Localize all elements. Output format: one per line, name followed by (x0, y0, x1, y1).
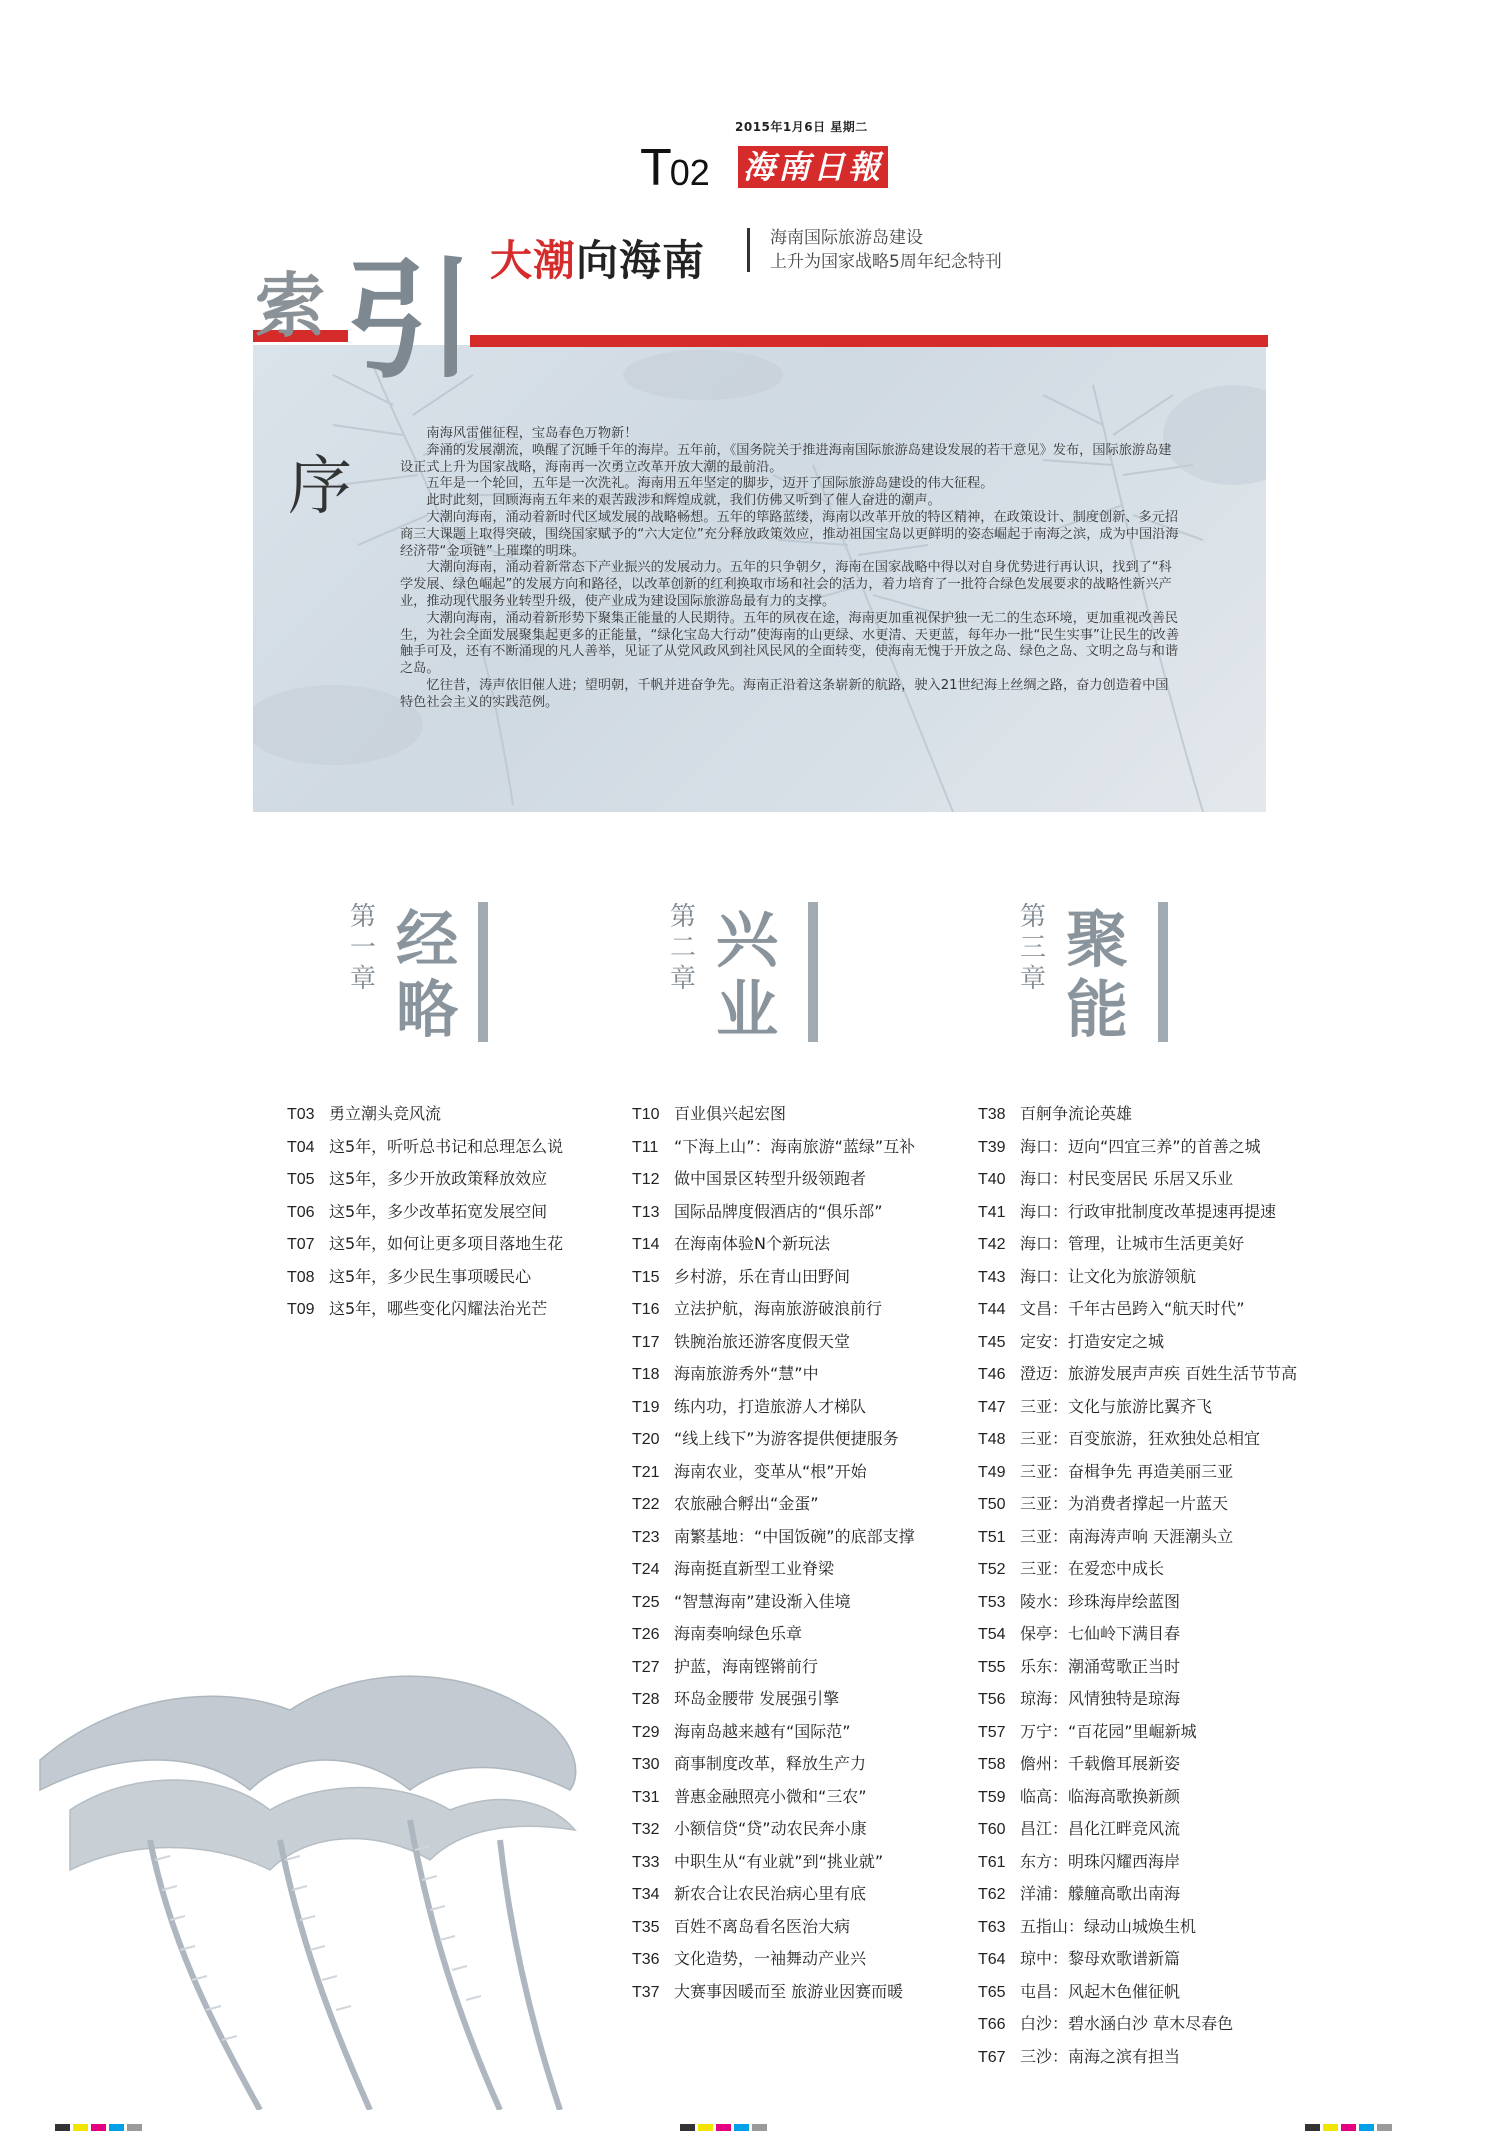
index-article-title: 海南农业，变革从“根”开始 (674, 1461, 867, 1481)
color-registration-bar-center (680, 2124, 767, 2131)
index-page-code: T67 (978, 2048, 1006, 2066)
index-article-title: 三沙：南海之滨有担当 (1020, 2046, 1181, 2066)
index-article-title: 国际品牌度假酒店的“俱乐部” (674, 1201, 883, 1221)
index-article-title: 三亚：奋楫争先 再造美丽三亚 (1020, 1461, 1234, 1481)
index-page-code: T15 (632, 1268, 660, 1286)
chapter-label-char: 第 (669, 902, 696, 932)
index-page-code: T63 (978, 1918, 1006, 1936)
chapter-2-label (668, 902, 698, 995)
index-article-title: 海口：迈向“四宜三养”的首善之城 (1020, 1136, 1261, 1156)
index-article-title: 勇立潮头竞风流 (329, 1104, 442, 1123)
index-entry (978, 1716, 1297, 1749)
index-article-title: 海口：村民变居民 乐居又乐业 (1020, 1169, 1234, 1188)
index-entry (632, 1423, 915, 1456)
index-page-code: T31 (632, 1788, 660, 1806)
reg-swatch (752, 2124, 767, 2131)
preface-paragraph: 忆往昔，涛声依旧催人进；望明朝，千帆并进奋争先。海南正沿着这条崭新的航路，驶入21世纪海上丝绸之路，奋力创造着中国特色社会主义的实践范例。 (400, 677, 1169, 710)
index-page-code: T12 (632, 1171, 660, 1188)
index-page-code: T52 (978, 1561, 1006, 1578)
index-page-code: T20 (632, 1431, 660, 1448)
index-page-code: T37 (632, 1983, 660, 2001)
index-page-code: T34 (632, 1886, 660, 1903)
index-page-code: T66 (978, 2016, 1006, 2033)
index-page-code: T53 (978, 1593, 1006, 1611)
index-article-title: 新农合让农民治病心里有底 (674, 1884, 867, 1903)
index-entry (287, 1131, 563, 1164)
index-entry (978, 1521, 1297, 1554)
index-page-code: T61 (978, 1853, 1006, 1871)
index-entry (632, 1163, 915, 1196)
index-entry (978, 1943, 1297, 1976)
reg-swatch (1377, 2124, 1392, 2131)
index-entry (978, 1846, 1297, 1879)
chapter-1-label (348, 902, 378, 995)
preface-paragraph: 南海风雷催征程，宝岛春色万物新！ (426, 426, 638, 441)
section-title-yin: 引 (345, 243, 476, 396)
index-entry (978, 1228, 1297, 1261)
index-page-code: T64 (978, 1951, 1006, 1968)
index-page-code: T16 (632, 1301, 660, 1318)
index-page-code: T19 (632, 1398, 660, 1416)
index-article-title: 临高：临海高歌换新颜 (1020, 1786, 1181, 1806)
index-page-code: T07 (287, 1236, 315, 1253)
reg-swatch (698, 2124, 713, 2131)
index-article-title: 这5年，多少开放政策释放效应 (329, 1169, 548, 1188)
index-article-title: 洋浦：艨艟高歌出南海 (1020, 1884, 1181, 1903)
index-entry (978, 1098, 1297, 1131)
index-article-title: 在海南体验N个新玩法 (674, 1234, 830, 1253)
index-page-code: T06 (287, 1203, 315, 1221)
preface-paragraph: 奔涌的发展潮流，唤醒了沉睡千年的海岸。五年前，《国务院关于推进海南国际旅游岛建设发展的若干意见》发布，国际旅游岛建设正式上升为国家战略，海南再一次勇立改革开放大潮的最前沿。 (400, 442, 1172, 475)
index-entry (632, 1456, 915, 1489)
index-page-code: T39 (978, 1138, 1006, 1156)
index-page-code: T29 (632, 1723, 660, 1741)
index-page-code: T21 (632, 1463, 660, 1481)
index-entry (632, 1521, 915, 1554)
index-entry (978, 1326, 1297, 1359)
index-entry (978, 1163, 1297, 1196)
index-page-code: T30 (632, 1756, 660, 1773)
index-entry (632, 1911, 915, 1944)
index-article-title: “线上线下”为游客提供便捷服务 (674, 1429, 899, 1448)
index-page-code: T65 (978, 1983, 1006, 2001)
index-page-code: T56 (978, 1691, 1006, 1708)
reg-swatch (680, 2124, 695, 2131)
index-article-title: 屯昌：风起木色催征帆 (1020, 1981, 1181, 2001)
preface-paragraph: 大潮向海南，涌动着新常态下产业振兴的发展动力。五年的只争朝夕，海南在国家战略中得以对自身优势进行再认识，找到了“科学发展、绿色崛起”的发展方向和路径，以改革创新的红利换取市场和社会的活力，着力培育了一批符合绿色发展要求的战略性新兴产业，推动现代服务业转型升级，使产业成为建设国际旅游岛最有力的支撑。 (400, 560, 1172, 609)
index-entry (287, 1261, 563, 1294)
index-entry (632, 1228, 915, 1261)
index-entry (978, 1553, 1297, 1586)
chapter-label-char: 第 (349, 902, 376, 932)
index-article-title: 这5年，哪些变化闪耀法治光芒 (329, 1299, 548, 1318)
chapter-label-char: 第 (1019, 902, 1046, 932)
index-article-title: 百舸争流论英雄 (1020, 1104, 1133, 1123)
index-entry (632, 1326, 915, 1359)
index-article-title: 陵水：珍珠海岸绘蓝图 (1020, 1591, 1181, 1611)
index-page-code: T38 (978, 1106, 1006, 1123)
index-article-title: 三亚：百变旅游，狂欢独处总相宜 (1020, 1429, 1261, 1448)
index-page-code: T25 (632, 1593, 660, 1611)
index-entry (632, 1813, 915, 1846)
index-entry (632, 1781, 915, 1814)
chapter-label-char: 章 (669, 964, 696, 994)
index-entry (978, 1391, 1297, 1424)
section-title-suo: 索 (255, 264, 325, 347)
red-accent-bar-right (470, 335, 1268, 347)
index-list-chapter-1 (287, 1098, 563, 1326)
index-article-title: 立法护航，海南旅游破浪前行 (674, 1299, 883, 1318)
index-entry (632, 1716, 915, 1749)
index-entry (632, 1553, 915, 1586)
subtitle-line-1: 海南国际旅游岛建设 (770, 228, 923, 248)
index-entry (978, 1911, 1297, 1944)
title-divider (747, 228, 750, 272)
index-article-title: 定安：打造安定之城 (1020, 1331, 1165, 1351)
index-article-title: 海南岛越来越有“国际范” (674, 1721, 851, 1741)
index-entry (632, 1358, 915, 1391)
chapter-label-char: 二 (669, 933, 696, 963)
index-article-title: 三亚：在爱恋中成长 (1020, 1559, 1165, 1578)
index-article-title: 万宁：“百花园”里崛新城 (1020, 1721, 1197, 1741)
preface-paragraph: 五年是一个轮回，五年是一次洗礼。海南用五年坚定的脚步，迈开了国际旅游岛建设的伟大征程。 (426, 476, 994, 492)
index-entry (287, 1163, 563, 1196)
index-page-code: T08 (287, 1268, 315, 1286)
index-page-code: T45 (978, 1333, 1006, 1351)
index-page-code: T09 (287, 1301, 315, 1318)
index-article-title: 东方：明珠闪耀西海岸 (1020, 1851, 1181, 1871)
index-page-code: T55 (978, 1658, 1006, 1676)
reg-swatch (734, 2124, 749, 2131)
special-issue-subtitle (770, 226, 1002, 274)
index-page-code: T27 (632, 1658, 660, 1676)
chapter-3-title (1062, 905, 1132, 1045)
reg-swatch (1323, 2124, 1338, 2131)
preface-paragraph: 大潮向海南，涌动着新时代区域发展的战略畅想。五年的筚路蓝缕，海南以改革开放的特区精神，在政策设计、制度创新、多元招商三大课题上取得突破，围绕国家赋予的“六大定位”充分释放政策效应，推动祖国宝岛以更鲜明的姿态崛起于南海之滨，成为中国沿海经济带“金项链”上璀璨的明珠。 (400, 509, 1179, 559)
subtitle-line-2: 上升为国家战略5周年纪念特刊 (770, 252, 1002, 272)
index-list-chapter-2 (632, 1098, 915, 2008)
index-page-code: T51 (978, 1528, 1006, 1546)
index-entry (632, 1293, 915, 1326)
index-page-code: T18 (632, 1366, 660, 1383)
index-entry (632, 1683, 915, 1716)
reg-swatch (127, 2124, 142, 2131)
chapter-2-title (712, 905, 782, 1045)
page-code: T (640, 139, 670, 197)
index-page-code: T48 (978, 1431, 1006, 1448)
newspaper-masthead-logo: 海南日報 (738, 146, 888, 188)
index-page-code: T26 (632, 1626, 660, 1643)
index-entry (632, 1976, 915, 2009)
index-article-title: 小额信贷“贷”动农民奔小康 (674, 1819, 867, 1838)
index-page-code: T24 (632, 1561, 660, 1578)
index-article-title: 农旅融合孵出“金蛋” (674, 1494, 819, 1513)
reg-swatch (55, 2124, 70, 2131)
reg-swatch (1359, 2124, 1374, 2131)
index-page-code: T59 (978, 1788, 1006, 1806)
index-entry (978, 1781, 1297, 1814)
index-page-code: T54 (978, 1626, 1006, 1643)
index-page-code: T42 (978, 1236, 1006, 1253)
chapter-label-char: 章 (1019, 964, 1046, 994)
index-page-code: T46 (978, 1366, 1006, 1383)
index-article-title: 商事制度改革，释放生产力 (674, 1754, 867, 1773)
index-page-code: T32 (632, 1821, 660, 1838)
index-entry (632, 1261, 915, 1294)
index-entry (978, 1878, 1297, 1911)
index-entry (632, 1131, 915, 1164)
index-page-code: T23 (632, 1528, 660, 1546)
index-entry (978, 1261, 1297, 1294)
index-article-title: 这5年，听听总书记和总理怎么说 (329, 1136, 564, 1156)
index-article-title: 这5年，多少改革拓宽发展空间 (329, 1201, 548, 1221)
index-entry (632, 1618, 915, 1651)
index-page-code: T11 (632, 1138, 659, 1156)
preface-heading: 序 (288, 450, 352, 524)
index-entry (632, 1748, 915, 1781)
index-entry (978, 1748, 1297, 1781)
index-article-title: 海南奏响绿色乐章 (674, 1624, 803, 1643)
index-entry (978, 1423, 1297, 1456)
page-num: 02 (669, 152, 710, 193)
index-article-title: 海南挺直新型工业脊梁 (674, 1559, 835, 1578)
index-entry (978, 2008, 1297, 2041)
index-article-title: 五指山：绿动山城焕生机 (1020, 1916, 1197, 1936)
index-entry (978, 1456, 1297, 1489)
chapter-title-char: 略 (395, 973, 458, 1046)
index-page-code: T40 (978, 1171, 1006, 1188)
index-page-code: T57 (978, 1723, 1006, 1741)
index-article-title: 练内功，打造旅游人才梯队 (674, 1396, 867, 1416)
index-article-title: 三亚：为消费者撑起一片蓝天 (1020, 1494, 1229, 1513)
index-article-title: 保亭：七仙岭下满目春 (1020, 1624, 1181, 1643)
index-article-title: 南繁基地：“中国饭碗”的底部支撑 (674, 1526, 915, 1546)
chapter-2-bar (808, 902, 818, 1042)
index-article-title: 海南旅游秀外“慧”中 (674, 1364, 819, 1383)
index-entry (978, 1813, 1297, 1846)
index-article-title: 普惠金融照亮小微和“三农” (674, 1786, 867, 1806)
index-article-title: 三亚：南海涛声响 天涯潮头立 (1020, 1526, 1234, 1546)
index-entry (632, 1391, 915, 1424)
index-page-code: T43 (978, 1268, 1006, 1286)
index-entry (287, 1098, 563, 1131)
title-red-part: 大潮 (490, 236, 577, 285)
index-article-title: 环岛金腰带 发展强引擎 (674, 1689, 840, 1708)
index-entry (978, 1358, 1297, 1391)
chapter-label-char: 章 (349, 964, 376, 994)
index-entry (978, 1651, 1297, 1684)
index-entry (632, 1878, 915, 1911)
index-article-title: 文昌：千年古邑跨入“航天时代” (1020, 1299, 1245, 1318)
preface-paragraph: 此时此刻，回顾海南五年来的艰苦跋涉和辉煌成就，我们仿佛又听到了催人奋进的潮声。 (426, 493, 941, 509)
index-entry (632, 1098, 915, 1131)
title-rest-part: 向海南 (576, 236, 706, 285)
issue-date: 2015年1月6日 星期二 (735, 120, 868, 134)
index-list-chapter-3 (978, 1098, 1297, 2073)
reg-swatch (716, 2124, 731, 2131)
chapter-title-char: 经 (395, 903, 458, 976)
index-article-title: 百姓不离岛看名医治大病 (674, 1916, 851, 1936)
index-entry (287, 1228, 563, 1261)
index-page-code: T14 (632, 1236, 660, 1253)
index-article-title: 琼中：黎母欢歌谱新篇 (1020, 1949, 1181, 1968)
index-article-title: 中职生从“有业就”到“挑业就” (674, 1851, 884, 1871)
index-entry (632, 1943, 915, 1976)
index-entry (978, 1976, 1297, 2009)
reg-swatch (1341, 2124, 1356, 2131)
index-article-title: 乡村游，乐在青山田野间 (674, 1266, 851, 1286)
index-entry (978, 1488, 1297, 1521)
chapter-title-char: 聚 (1065, 903, 1128, 976)
index-article-title: 三亚：文化与旅游比翼齐飞 (1020, 1396, 1213, 1416)
index-article-title: 海口：行政审批制度改革提速再提速 (1020, 1201, 1277, 1221)
index-article-title: “下海上山”：海南旅游“蓝绿”互补 (674, 1136, 916, 1156)
preface-paragraph: 大潮向海南，涌动着新形势下聚集正能量的人民期待。五年的夙夜在途，海南更加重视保护独一无二的生态环境，更加重视改善民生，为社会全面发展聚集起更多的正能量，“绿化宝岛大行动”使海南的山更绿、水更清、天更蓝，每年办一批“民生实事”让民生的改善触手可及，还有不断涌现的凡人善举，见证了从党风政风到社风民风的全面转变，使海南无愧于开放之岛、绿色之岛、文明之岛与和谐之岛。 (400, 610, 1180, 677)
index-page-code: T44 (978, 1301, 1006, 1318)
chapter-3-bar (1158, 902, 1168, 1042)
reg-swatch (1305, 2124, 1320, 2131)
index-article-title: 海口：管理，让城市生活更美好 (1020, 1234, 1245, 1253)
palm-tree-illustration (30, 1640, 590, 2110)
preface-text (400, 426, 1180, 712)
index-article-title: “智慧海南”建设渐入佳境 (674, 1591, 851, 1611)
index-article-title: 海口：让文化为旅游领航 (1020, 1266, 1197, 1286)
index-page-code: T28 (632, 1691, 660, 1708)
index-page-code: T60 (978, 1821, 1006, 1838)
index-entry (632, 1488, 915, 1521)
index-article-title: 大赛事因暖而至 旅游业因赛而暖 (674, 1981, 904, 2001)
index-page-code: T04 (287, 1138, 315, 1156)
index-article-title: 昌江：昌化江畔竞风流 (1020, 1819, 1181, 1838)
index-article-title: 百业俱兴起宏图 (674, 1104, 787, 1123)
index-article-title: 铁腕治旅还游客度假天堂 (674, 1331, 851, 1351)
index-page-code: T35 (632, 1918, 660, 1936)
index-page-code: T22 (632, 1496, 660, 1513)
index-page-code: T10 (632, 1106, 660, 1123)
index-entry (978, 1683, 1297, 1716)
index-entry (287, 1196, 563, 1229)
chapter-1-title (392, 905, 462, 1045)
index-page-code: T50 (978, 1496, 1006, 1513)
index-entry (978, 1131, 1297, 1164)
chapter-label-char: 三 (1019, 933, 1046, 963)
index-entry (978, 1586, 1297, 1619)
index-page-code: T13 (632, 1203, 660, 1221)
chapter-1-bar (478, 902, 488, 1042)
index-article-title: 儋州：千载儋耳展新姿 (1020, 1754, 1181, 1773)
index-entry (978, 1618, 1297, 1651)
index-article-title: 白沙：碧水涵白沙 草木尽春色 (1020, 2014, 1234, 2033)
index-page-code: T41 (978, 1203, 1006, 1221)
chapter-title-char: 业 (715, 973, 778, 1046)
index-entry (978, 1196, 1297, 1229)
index-article-title: 这5年，如何让更多项目落地生花 (329, 1234, 564, 1253)
chapter-title-char: 兴 (715, 903, 778, 976)
chapter-label-char: 一 (349, 933, 376, 963)
index-page-code: T49 (978, 1463, 1006, 1481)
index-entry (978, 1293, 1297, 1326)
index-page-code: T36 (632, 1951, 660, 1968)
index-article-title: 文化造势，一袖舞动产业兴 (674, 1949, 867, 1968)
index-page-code: T17 (632, 1333, 660, 1351)
color-registration-bar-right (1305, 2124, 1392, 2131)
index-entry (632, 1196, 915, 1229)
index-entry (632, 1651, 915, 1684)
index-page-code: T03 (287, 1106, 315, 1123)
index-page-code: T47 (978, 1398, 1006, 1416)
reg-swatch (73, 2124, 88, 2131)
index-article-title: 做中国景区转型升级领跑者 (674, 1169, 867, 1188)
chapter-3-label (1018, 902, 1048, 995)
reg-swatch (91, 2124, 106, 2131)
index-page-code: T58 (978, 1756, 1006, 1773)
index-article-title: 澄迈：旅游发展声声疾 百姓生活节节高 (1020, 1364, 1298, 1383)
index-article-title: 乐东：潮涌莺歌正当时 (1020, 1656, 1181, 1676)
index-entry (632, 1846, 915, 1879)
page-number (640, 138, 710, 198)
reg-swatch (109, 2124, 124, 2131)
index-entry (287, 1293, 563, 1326)
index-article-title: 琼海：风情独特是琼海 (1020, 1689, 1181, 1708)
chapter-title-char: 能 (1065, 973, 1128, 1046)
color-registration-bar-left (55, 2124, 142, 2131)
index-article-title: 这5年，多少民生事项暖民心 (329, 1266, 532, 1286)
index-page-code: T05 (287, 1171, 315, 1188)
index-page-code: T33 (632, 1853, 660, 1871)
special-issue-title (490, 228, 705, 288)
index-article-title: 护蓝，海南铿锵前行 (674, 1656, 819, 1676)
index-page-code: T62 (978, 1886, 1006, 1903)
index-entry (632, 1586, 915, 1619)
index-entry (978, 2041, 1297, 2074)
